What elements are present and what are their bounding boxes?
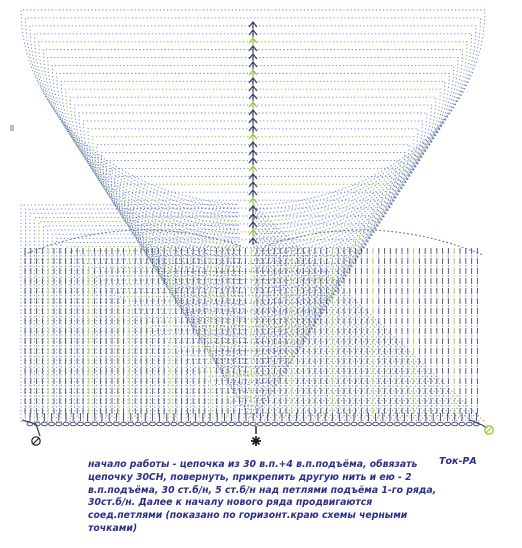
chain-stitch (142, 422, 148, 426)
chain-stitch (351, 422, 357, 426)
spine-stitch (249, 190, 257, 197)
chain-stitch (265, 422, 271, 426)
spine-stitch (249, 230, 257, 237)
chain-stitch (99, 422, 105, 426)
chain-stitch (121, 422, 127, 426)
chain-stitch (358, 422, 364, 426)
spine-stitch (249, 94, 257, 101)
chain-stitch (85, 422, 91, 426)
chain-stitch (445, 422, 451, 426)
chain-stitch (337, 422, 343, 426)
chain-stitch (301, 422, 307, 426)
chain-stitch (279, 422, 285, 426)
chain-stitch (214, 422, 220, 426)
caption-line-3: в.п.подъёма, 30 ст.б/н, 5 ст.б/н над петлями подъёма 1-го ряда, (88, 484, 437, 496)
chain-stitch (365, 422, 371, 426)
chain-stitch (459, 422, 465, 426)
chain-stitch (394, 422, 400, 426)
stitch-row (155, 248, 351, 422)
chain-stitch (92, 422, 98, 426)
caption-line-5: соед.петлями (показано по горизонт.краю схемы черными (88, 510, 408, 522)
chain-stitch (157, 422, 163, 426)
spine-stitch (249, 78, 257, 85)
chain-stitch (380, 422, 386, 426)
instructions-caption (88, 459, 440, 536)
chain-stitch (135, 422, 141, 426)
chain-stitch (401, 422, 407, 426)
spine-stitch (249, 182, 257, 189)
stitch-row (199, 327, 306, 422)
caption-line-2: цепочку 30СН, повернуть, прикрепить другую нить и ею - 2 (88, 471, 412, 483)
spine-stitch (249, 102, 257, 109)
spine-stitch (249, 30, 257, 37)
chain-stitch (49, 422, 55, 426)
chain-stitch (164, 422, 170, 426)
spine-stitch (249, 110, 257, 117)
chain-stitch (293, 422, 299, 426)
chain-stitch (185, 422, 191, 426)
chain-stitch (409, 422, 415, 426)
chain-stitch (387, 422, 393, 426)
spine-stitch (249, 222, 257, 229)
chain-stitch (171, 422, 177, 426)
chain-stitch (308, 422, 314, 426)
chain-stitch (229, 422, 235, 426)
spine-stitch (249, 22, 257, 29)
caption-line-4: 30ст.б/н. Далее к началу нового ряда продвигаются (88, 497, 373, 509)
chain-stitch (221, 422, 227, 426)
spine-stitch (249, 174, 257, 181)
chain-stitch (416, 422, 422, 426)
spine-stitch (249, 166, 257, 173)
chain-stitch (452, 422, 458, 426)
chain-stitch (63, 422, 69, 426)
spine-stitch (249, 142, 257, 149)
spine-stitch (249, 118, 257, 125)
spine-stitch (249, 134, 257, 141)
chain-stitch (207, 422, 213, 426)
spine-stitch (249, 238, 257, 245)
chain-stitch (77, 422, 83, 426)
chain-stitch (70, 422, 76, 426)
chain-stitch (466, 422, 472, 426)
chain-stitch (286, 422, 292, 426)
chain-stitch (322, 422, 328, 426)
start-marker-left-slash (33, 438, 39, 444)
caption-line-1: начало работы - цепочка из 30 в.п.+4 в.п.подъёма, обвязать (88, 459, 418, 470)
spine-stitch (249, 46, 257, 53)
chain-stitch (437, 422, 443, 426)
chain-stitch (423, 422, 429, 426)
chain-stitch (200, 422, 206, 426)
chain-stitch (41, 422, 47, 426)
chain-stitch (315, 422, 321, 426)
chain-stitch (243, 422, 249, 426)
chain-stitch (236, 422, 242, 426)
chain-stitch (106, 422, 112, 426)
chain-stitch (344, 422, 350, 426)
chain-stitch (193, 422, 199, 426)
chain-stitch (149, 422, 155, 426)
spine-stitch (249, 214, 257, 221)
author-signature: Ток-РА (439, 456, 477, 467)
spine-stitch (249, 62, 257, 69)
chain-stitch (272, 422, 278, 426)
spine-stitch (249, 198, 257, 205)
chain-stitch (128, 422, 134, 426)
chain-stitch (178, 422, 184, 426)
chain-stitch (113, 422, 119, 426)
chain-stitch (373, 422, 379, 426)
chain-stitch (250, 422, 256, 426)
chain-stitch (329, 422, 335, 426)
spine-stitch (249, 54, 257, 61)
spine-stitch (249, 150, 257, 157)
stitch-row (186, 303, 320, 422)
spine-stitch (249, 70, 257, 77)
spine-stitch (249, 158, 257, 165)
stitch-row (177, 287, 329, 422)
chain-stitch (56, 422, 62, 426)
spine-stitch (249, 126, 257, 133)
caption-line-6: точками) (88, 522, 138, 534)
spine-stitch (249, 86, 257, 93)
chain-stitch (430, 422, 436, 426)
chain-stitch (257, 422, 263, 426)
spine-stitch (249, 38, 257, 45)
